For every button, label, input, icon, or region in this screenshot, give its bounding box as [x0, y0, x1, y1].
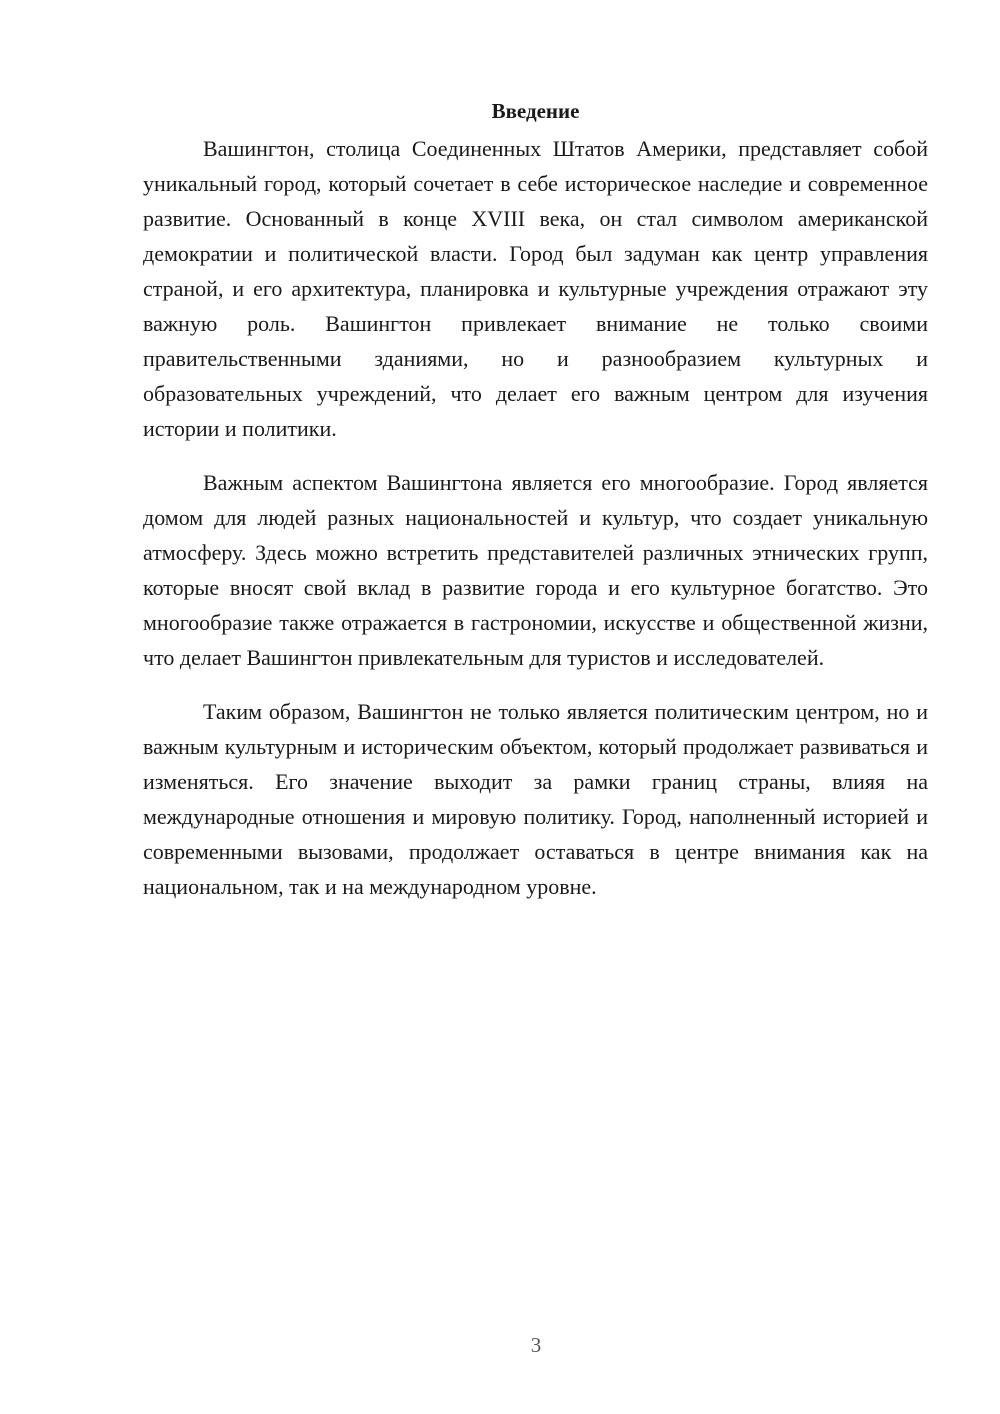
paragraph-3: Таким образом, Вашингтон не только является политическим центром, но и важным культурным и историческим объектом, который продолжает развиваться и изменяться. Его значение выходит за рамки границ страны, влияя на международные отношения и мировую политику. Город, наполненный историей и современными вызовами, продолжает оставаться в центре внимания как на национальном, так и на международном уровне.	[143, 699, 928, 899]
page-content	[143, 96, 928, 923]
paragraph-1: Вашингтон, столица Соединенных Штатов Америки, представляет собой уникальный город, который сочетает в себе историческое наследие и современное развитие. Основанный в конце XVIII века, он стал символом американской демократии и политической власти. Город был задуман как центр управления страной, и его архитектура, планировка и культурные учреждения отражают эту важную роль. Вашингтон привлекает внимание не только своими правительственными зданиями, но и разнообразием культурных и образовательных учреждений, что делает его важным центром для изучения истории и политики.	[143, 136, 928, 441]
paragraph-2: Важным аспектом Вашингтона является его многообразие. Город является домом для людей разных национальностей и культур, что создает уникальную атмосферу. Здесь можно встретить представителей различных этнических групп, которые вносят свой вклад в развитие города и его культурное богатство. Это многообразие также отражается в гастрономии, искусстве и общественной жизни, что делает Вашингтон привлекательным для туристов и исследователей.	[143, 470, 928, 670]
section-heading: Введение	[491, 99, 580, 123]
page-number: 3	[530, 1333, 542, 1357]
